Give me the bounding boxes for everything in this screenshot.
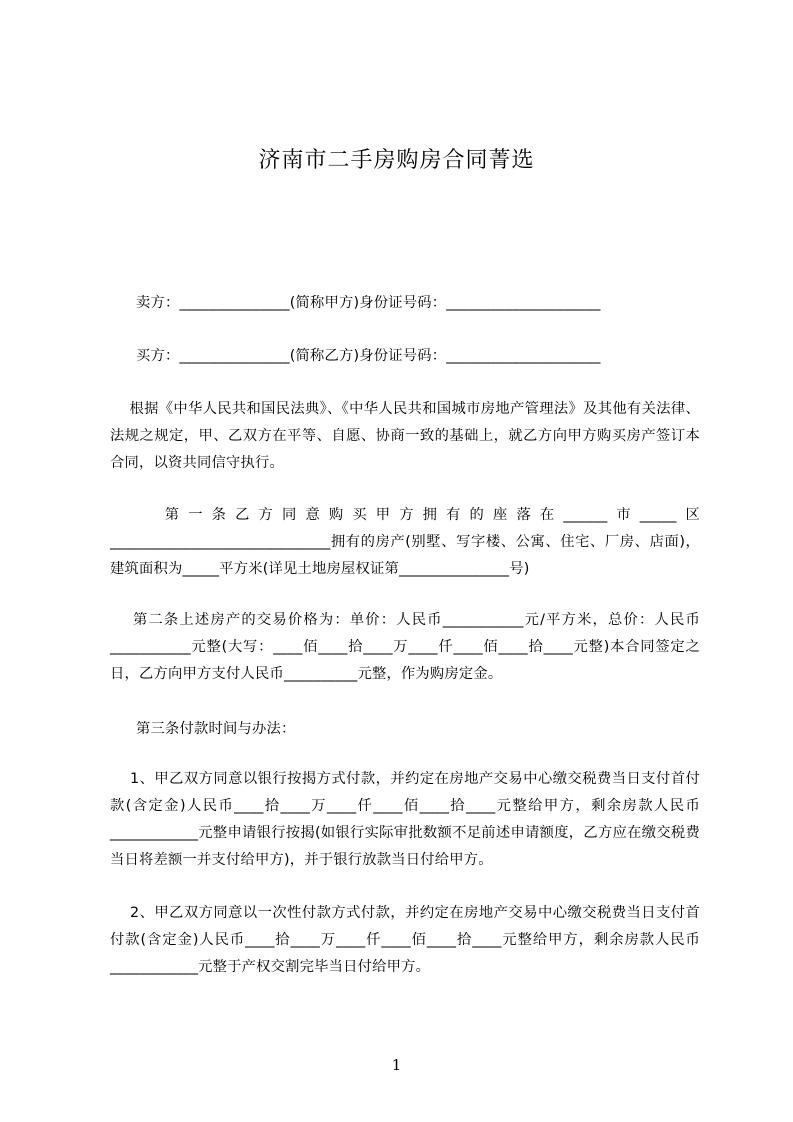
payment-item-1: 1、甲乙双方同意以银行按揭方式付款，并约定在房地产交易中心缴交税费当日支付首付款(含定金)人民币____拾____万____仟____佰____拾____元整给甲方，剩余房款人民币____________元整申请银行按揭(如银行实际审批数额不足前述申请额度，乙方应在缴交税费当日将差额一并支付给甲方)，并于银行放款当日付给甲方。 (110, 771, 700, 868)
buyer-line: 买方：_______________(简称乙方)身份证号码：_____________________ (136, 348, 601, 364)
article-3-heading: 第三条付款时间与办法： (136, 721, 296, 737)
payment-item-2: 2、甲乙双方同意以一次性付款方式付款，并约定在房地产交易中心缴交税费当日支付首付款(含定金)人民币____拾____万____仟____佰____拾____元整给甲方，剩余房款人民币____________元整于产权交割完毕当日付给甲方。 (110, 905, 700, 975)
seller-line: 卖方：_______________(简称甲方)身份证号码：_____________________ (136, 295, 601, 311)
document-title: 济南市二手房购房合同菁选 (258, 148, 535, 173)
page-number: 1 (391, 1056, 402, 1074)
article-1-paragraph: 第一条乙方同意购买甲方拥有的座落在______市_____区______________________________拥有的房产(别墅、写字楼、公寓、住宅、厂房、店面)，建筑面积为_____平方米(详见土地房屋权证第_______________号) (110, 507, 700, 577)
preamble-paragraph: 根据《中华人民共和国民法典》、《中华人民共和国城市房地产管理法》及其他有关法律、法规之规定，甲、乙双方在平等、自愿、协商一致的基础上，就乙方向甲方购买房产签订本合同，以资共同信守执行。 (110, 401, 700, 471)
article-2-paragraph: 第二条上述房产的交易价格为：单价：人民币___________元/平方米，总价：人民币___________元整(大写：____佰____拾____万____仟____佰____拾____元整)本合同签定之日，乙方向甲方支付人民币__________元整，作为购房定金。 (110, 612, 700, 682)
